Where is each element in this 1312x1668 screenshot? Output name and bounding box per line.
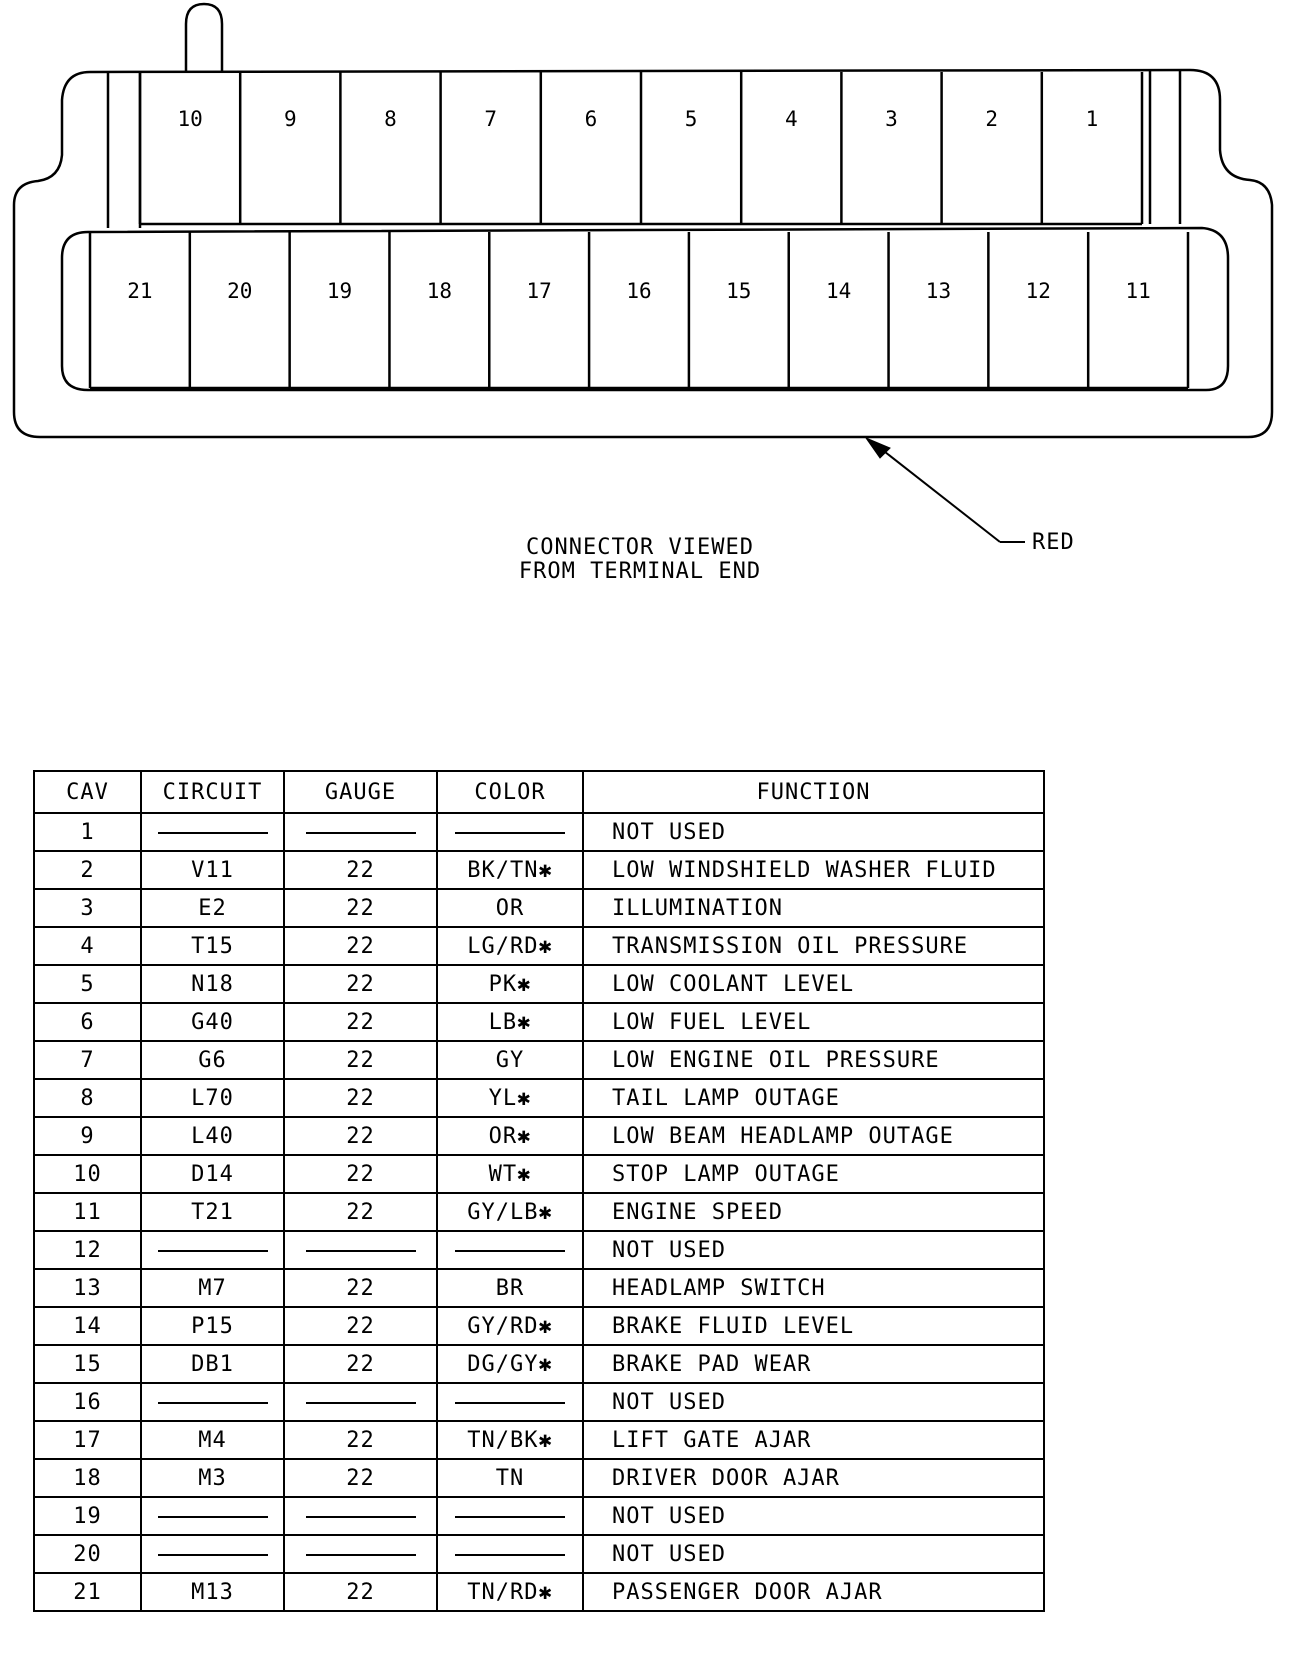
bottom-pin-label-18: 18 bbox=[426, 279, 453, 303]
bottom-pin-label-19: 19 bbox=[326, 279, 353, 303]
not-used-dash bbox=[158, 832, 268, 834]
table-row bbox=[34, 1117, 1044, 1155]
cell-gauge: 22 bbox=[284, 889, 437, 927]
red-callout-arrowhead bbox=[866, 438, 890, 458]
bottom-pin-label-12: 12 bbox=[1025, 279, 1051, 303]
cell-color: LG/RD✱ bbox=[437, 927, 583, 965]
not-used-dash bbox=[306, 1516, 416, 1518]
table-row bbox=[34, 1041, 1044, 1079]
not-used-dash bbox=[158, 1554, 268, 1556]
caption-line-2: FROM TERMINAL END bbox=[518, 559, 762, 584]
cell-color: LB✱ bbox=[437, 1003, 583, 1041]
cell-circuit: L40 bbox=[141, 1117, 284, 1155]
cell-circuit: D14 bbox=[141, 1155, 284, 1193]
cell-function: STOP LAMP OUTAGE bbox=[583, 1155, 1044, 1193]
table-header-row bbox=[34, 771, 1044, 813]
cell-circuit: DB1 bbox=[141, 1345, 284, 1383]
cell-circuit bbox=[141, 1231, 284, 1269]
cell-function: TRANSMISSION OIL PRESSURE bbox=[583, 927, 1044, 965]
not-used-dash bbox=[306, 1554, 416, 1556]
cell-function: NOT USED bbox=[583, 1231, 1044, 1269]
cell-gauge: 22 bbox=[284, 1307, 437, 1345]
top-pin-label-7: 7 bbox=[484, 107, 498, 131]
cell-cav: 8 bbox=[34, 1079, 141, 1117]
cell-cav: 20 bbox=[34, 1535, 141, 1573]
header-color: COLOR bbox=[437, 771, 583, 813]
cell-color: YL✱ bbox=[437, 1079, 583, 1117]
cell-circuit: T21 bbox=[141, 1193, 284, 1231]
cell-circuit bbox=[141, 1535, 284, 1573]
cell-gauge: 22 bbox=[284, 1117, 437, 1155]
cell-cav: 3 bbox=[34, 889, 141, 927]
cell-color: GY/LB✱ bbox=[437, 1193, 583, 1231]
cell-color: TN/RD✱ bbox=[437, 1573, 583, 1611]
table-row bbox=[34, 1345, 1044, 1383]
pinout-table-body bbox=[34, 813, 1044, 1611]
cell-function: LOW COOLANT LEVEL bbox=[583, 965, 1044, 1003]
not-used-dash bbox=[158, 1516, 268, 1518]
table-row bbox=[34, 1421, 1044, 1459]
header-gauge: GAUGE bbox=[284, 771, 437, 813]
cell-function: TAIL LAMP OUTAGE bbox=[583, 1079, 1044, 1117]
cell-function: BRAKE PAD WEAR bbox=[583, 1345, 1044, 1383]
cell-circuit bbox=[141, 1497, 284, 1535]
cell-cav: 14 bbox=[34, 1307, 141, 1345]
cell-function: LOW WINDSHIELD WASHER FLUID bbox=[583, 851, 1044, 889]
cell-gauge bbox=[284, 1497, 437, 1535]
cell-color bbox=[437, 1535, 583, 1573]
pinout-table bbox=[33, 770, 1045, 1612]
cell-cav: 1 bbox=[34, 813, 141, 851]
caption-line-1: CONNECTOR VIEWED bbox=[526, 535, 754, 560]
cell-function: HEADLAMP SWITCH bbox=[583, 1269, 1044, 1307]
cell-gauge: 22 bbox=[284, 1421, 437, 1459]
cell-function: ILLUMINATION bbox=[583, 889, 1044, 927]
top-pin-label-3: 3 bbox=[885, 107, 898, 131]
cell-color: BR bbox=[437, 1269, 583, 1307]
bottom-pin-label-14: 14 bbox=[825, 279, 852, 303]
top-pin-label-10: 10 bbox=[177, 107, 203, 131]
not-used-dash bbox=[455, 1516, 565, 1518]
cell-cav: 21 bbox=[34, 1573, 141, 1611]
cell-gauge: 22 bbox=[284, 1041, 437, 1079]
cell-color: PK✱ bbox=[437, 965, 583, 1003]
cell-cav: 4 bbox=[34, 927, 141, 965]
cell-gauge bbox=[284, 1535, 437, 1573]
cell-circuit: P15 bbox=[141, 1307, 284, 1345]
cell-cav: 10 bbox=[34, 1155, 141, 1193]
cell-color: OR✱ bbox=[437, 1117, 583, 1155]
cell-color bbox=[437, 813, 583, 851]
bottom-pin-label-16: 16 bbox=[626, 279, 652, 303]
table-row bbox=[34, 1307, 1044, 1345]
not-used-dash bbox=[455, 1402, 565, 1404]
table-row bbox=[34, 927, 1044, 965]
connector-latch bbox=[186, 4, 222, 72]
cell-cav: 6 bbox=[34, 1003, 141, 1041]
table-row bbox=[34, 1497, 1044, 1535]
cell-cav: 2 bbox=[34, 851, 141, 889]
cell-gauge: 22 bbox=[284, 1079, 437, 1117]
bottom-pin-label-11: 11 bbox=[1125, 279, 1151, 303]
connector-inner-cavity bbox=[62, 228, 1228, 390]
cell-color: BK/TN✱ bbox=[437, 851, 583, 889]
not-used-dash bbox=[306, 832, 416, 834]
cell-color bbox=[437, 1497, 583, 1535]
cell-gauge: 22 bbox=[284, 1155, 437, 1193]
cell-function: PASSENGER DOOR AJAR bbox=[583, 1573, 1044, 1611]
cell-function: LOW ENGINE OIL PRESSURE bbox=[583, 1041, 1044, 1079]
cell-color: GY/RD✱ bbox=[437, 1307, 583, 1345]
cell-color: OR bbox=[437, 889, 583, 927]
top-row-cavities bbox=[140, 72, 1142, 224]
header-cav: CAV bbox=[34, 771, 141, 813]
table-row bbox=[34, 965, 1044, 1003]
cell-cav: 19 bbox=[34, 1497, 141, 1535]
cell-color: TN bbox=[437, 1459, 583, 1497]
cell-gauge: 22 bbox=[284, 927, 437, 965]
connector-diagram bbox=[0, 0, 1312, 600]
cell-circuit: N18 bbox=[141, 965, 284, 1003]
cell-circuit: V11 bbox=[141, 851, 284, 889]
cell-function: BRAKE FLUID LEVEL bbox=[583, 1307, 1044, 1345]
cell-function: NOT USED bbox=[583, 813, 1044, 851]
top-pin-label-1: 1 bbox=[1085, 107, 1099, 131]
not-used-dash bbox=[306, 1250, 416, 1252]
top-pin-label-2: 2 bbox=[985, 107, 999, 131]
table-row bbox=[34, 889, 1044, 927]
cell-gauge bbox=[284, 813, 437, 851]
connector-caption bbox=[440, 536, 840, 584]
cell-circuit: M13 bbox=[141, 1573, 284, 1611]
cell-circuit bbox=[141, 1383, 284, 1421]
cell-color: DG/GY✱ bbox=[437, 1345, 583, 1383]
cell-circuit: L70 bbox=[141, 1079, 284, 1117]
not-used-dash bbox=[158, 1250, 268, 1252]
header-function: FUNCTION bbox=[583, 771, 1044, 813]
cell-cav: 9 bbox=[34, 1117, 141, 1155]
cell-gauge bbox=[284, 1383, 437, 1421]
cell-gauge: 22 bbox=[284, 851, 437, 889]
cell-cav: 5 bbox=[34, 965, 141, 1003]
cell-gauge: 22 bbox=[284, 1193, 437, 1231]
table-row bbox=[34, 813, 1044, 851]
cell-circuit: T15 bbox=[141, 927, 284, 965]
table-row bbox=[34, 1573, 1044, 1611]
cell-color: GY bbox=[437, 1041, 583, 1079]
cell-function: NOT USED bbox=[583, 1497, 1044, 1535]
cell-function: DRIVER DOOR AJAR bbox=[583, 1459, 1044, 1497]
bottom-row-cavities bbox=[90, 232, 1188, 388]
cell-cav: 16 bbox=[34, 1383, 141, 1421]
bottom-pin-label-20: 20 bbox=[227, 279, 253, 303]
cell-cav: 11 bbox=[34, 1193, 141, 1231]
table-row bbox=[34, 1193, 1044, 1231]
not-used-dash bbox=[158, 1402, 268, 1404]
cell-gauge: 22 bbox=[284, 1345, 437, 1383]
top-pin-label-8: 8 bbox=[384, 107, 397, 131]
cell-gauge: 22 bbox=[284, 1573, 437, 1611]
cell-circuit: M4 bbox=[141, 1421, 284, 1459]
cell-cav: 17 bbox=[34, 1421, 141, 1459]
not-used-dash bbox=[455, 1250, 565, 1252]
cell-circuit: E2 bbox=[141, 889, 284, 927]
top-pin-label-5: 5 bbox=[684, 107, 698, 131]
cell-circuit bbox=[141, 813, 284, 851]
cell-function: NOT USED bbox=[583, 1535, 1044, 1573]
top-pin-label-6: 6 bbox=[584, 107, 598, 131]
table-row bbox=[34, 1079, 1044, 1117]
cell-cav: 18 bbox=[34, 1459, 141, 1497]
table-row bbox=[34, 1003, 1044, 1041]
header-circuit: CIRCUIT bbox=[141, 771, 284, 813]
cell-cav: 13 bbox=[34, 1269, 141, 1307]
cell-function: NOT USED bbox=[583, 1383, 1044, 1421]
cell-function: LOW FUEL LEVEL bbox=[583, 1003, 1044, 1041]
table-row bbox=[34, 1155, 1044, 1193]
top-pin-label-4: 4 bbox=[784, 107, 798, 131]
not-used-dash bbox=[455, 1554, 565, 1556]
bottom-pin-label-13: 13 bbox=[925, 279, 952, 303]
red-callout-label: RED bbox=[1032, 530, 1075, 555]
table-row bbox=[34, 1535, 1044, 1573]
cell-gauge: 22 bbox=[284, 1459, 437, 1497]
cell-gauge: 22 bbox=[284, 1269, 437, 1307]
cell-function: LOW BEAM HEADLAMP OUTAGE bbox=[583, 1117, 1044, 1155]
cell-circuit: M7 bbox=[141, 1269, 284, 1307]
cell-function: ENGINE SPEED bbox=[583, 1193, 1044, 1231]
cell-cav: 15 bbox=[34, 1345, 141, 1383]
table-row bbox=[34, 1459, 1044, 1497]
bottom-pin-label-15: 15 bbox=[726, 279, 752, 303]
cell-circuit: G6 bbox=[141, 1041, 284, 1079]
bottom-pin-label-17: 17 bbox=[526, 279, 552, 303]
bottom-pin-label-21: 21 bbox=[127, 279, 153, 303]
top-pin-label-9: 9 bbox=[283, 107, 297, 131]
cell-color: WT✱ bbox=[437, 1155, 583, 1193]
cell-cav: 7 bbox=[34, 1041, 141, 1079]
table-row bbox=[34, 1383, 1044, 1421]
not-used-dash bbox=[306, 1402, 416, 1404]
cell-gauge: 22 bbox=[284, 1003, 437, 1041]
cell-function: LIFT GATE AJAR bbox=[583, 1421, 1044, 1459]
cell-gauge bbox=[284, 1231, 437, 1269]
cell-color bbox=[437, 1231, 583, 1269]
table-row bbox=[34, 1231, 1044, 1269]
not-used-dash bbox=[455, 832, 565, 834]
cell-circuit: G40 bbox=[141, 1003, 284, 1041]
cell-circuit: M3 bbox=[141, 1459, 284, 1497]
table-row bbox=[34, 1269, 1044, 1307]
cell-color bbox=[437, 1383, 583, 1421]
cell-cav: 12 bbox=[34, 1231, 141, 1269]
red-callout-leader bbox=[880, 448, 1000, 542]
cell-gauge: 22 bbox=[284, 965, 437, 1003]
cell-color: TN/BK✱ bbox=[437, 1421, 583, 1459]
table-row bbox=[34, 851, 1044, 889]
